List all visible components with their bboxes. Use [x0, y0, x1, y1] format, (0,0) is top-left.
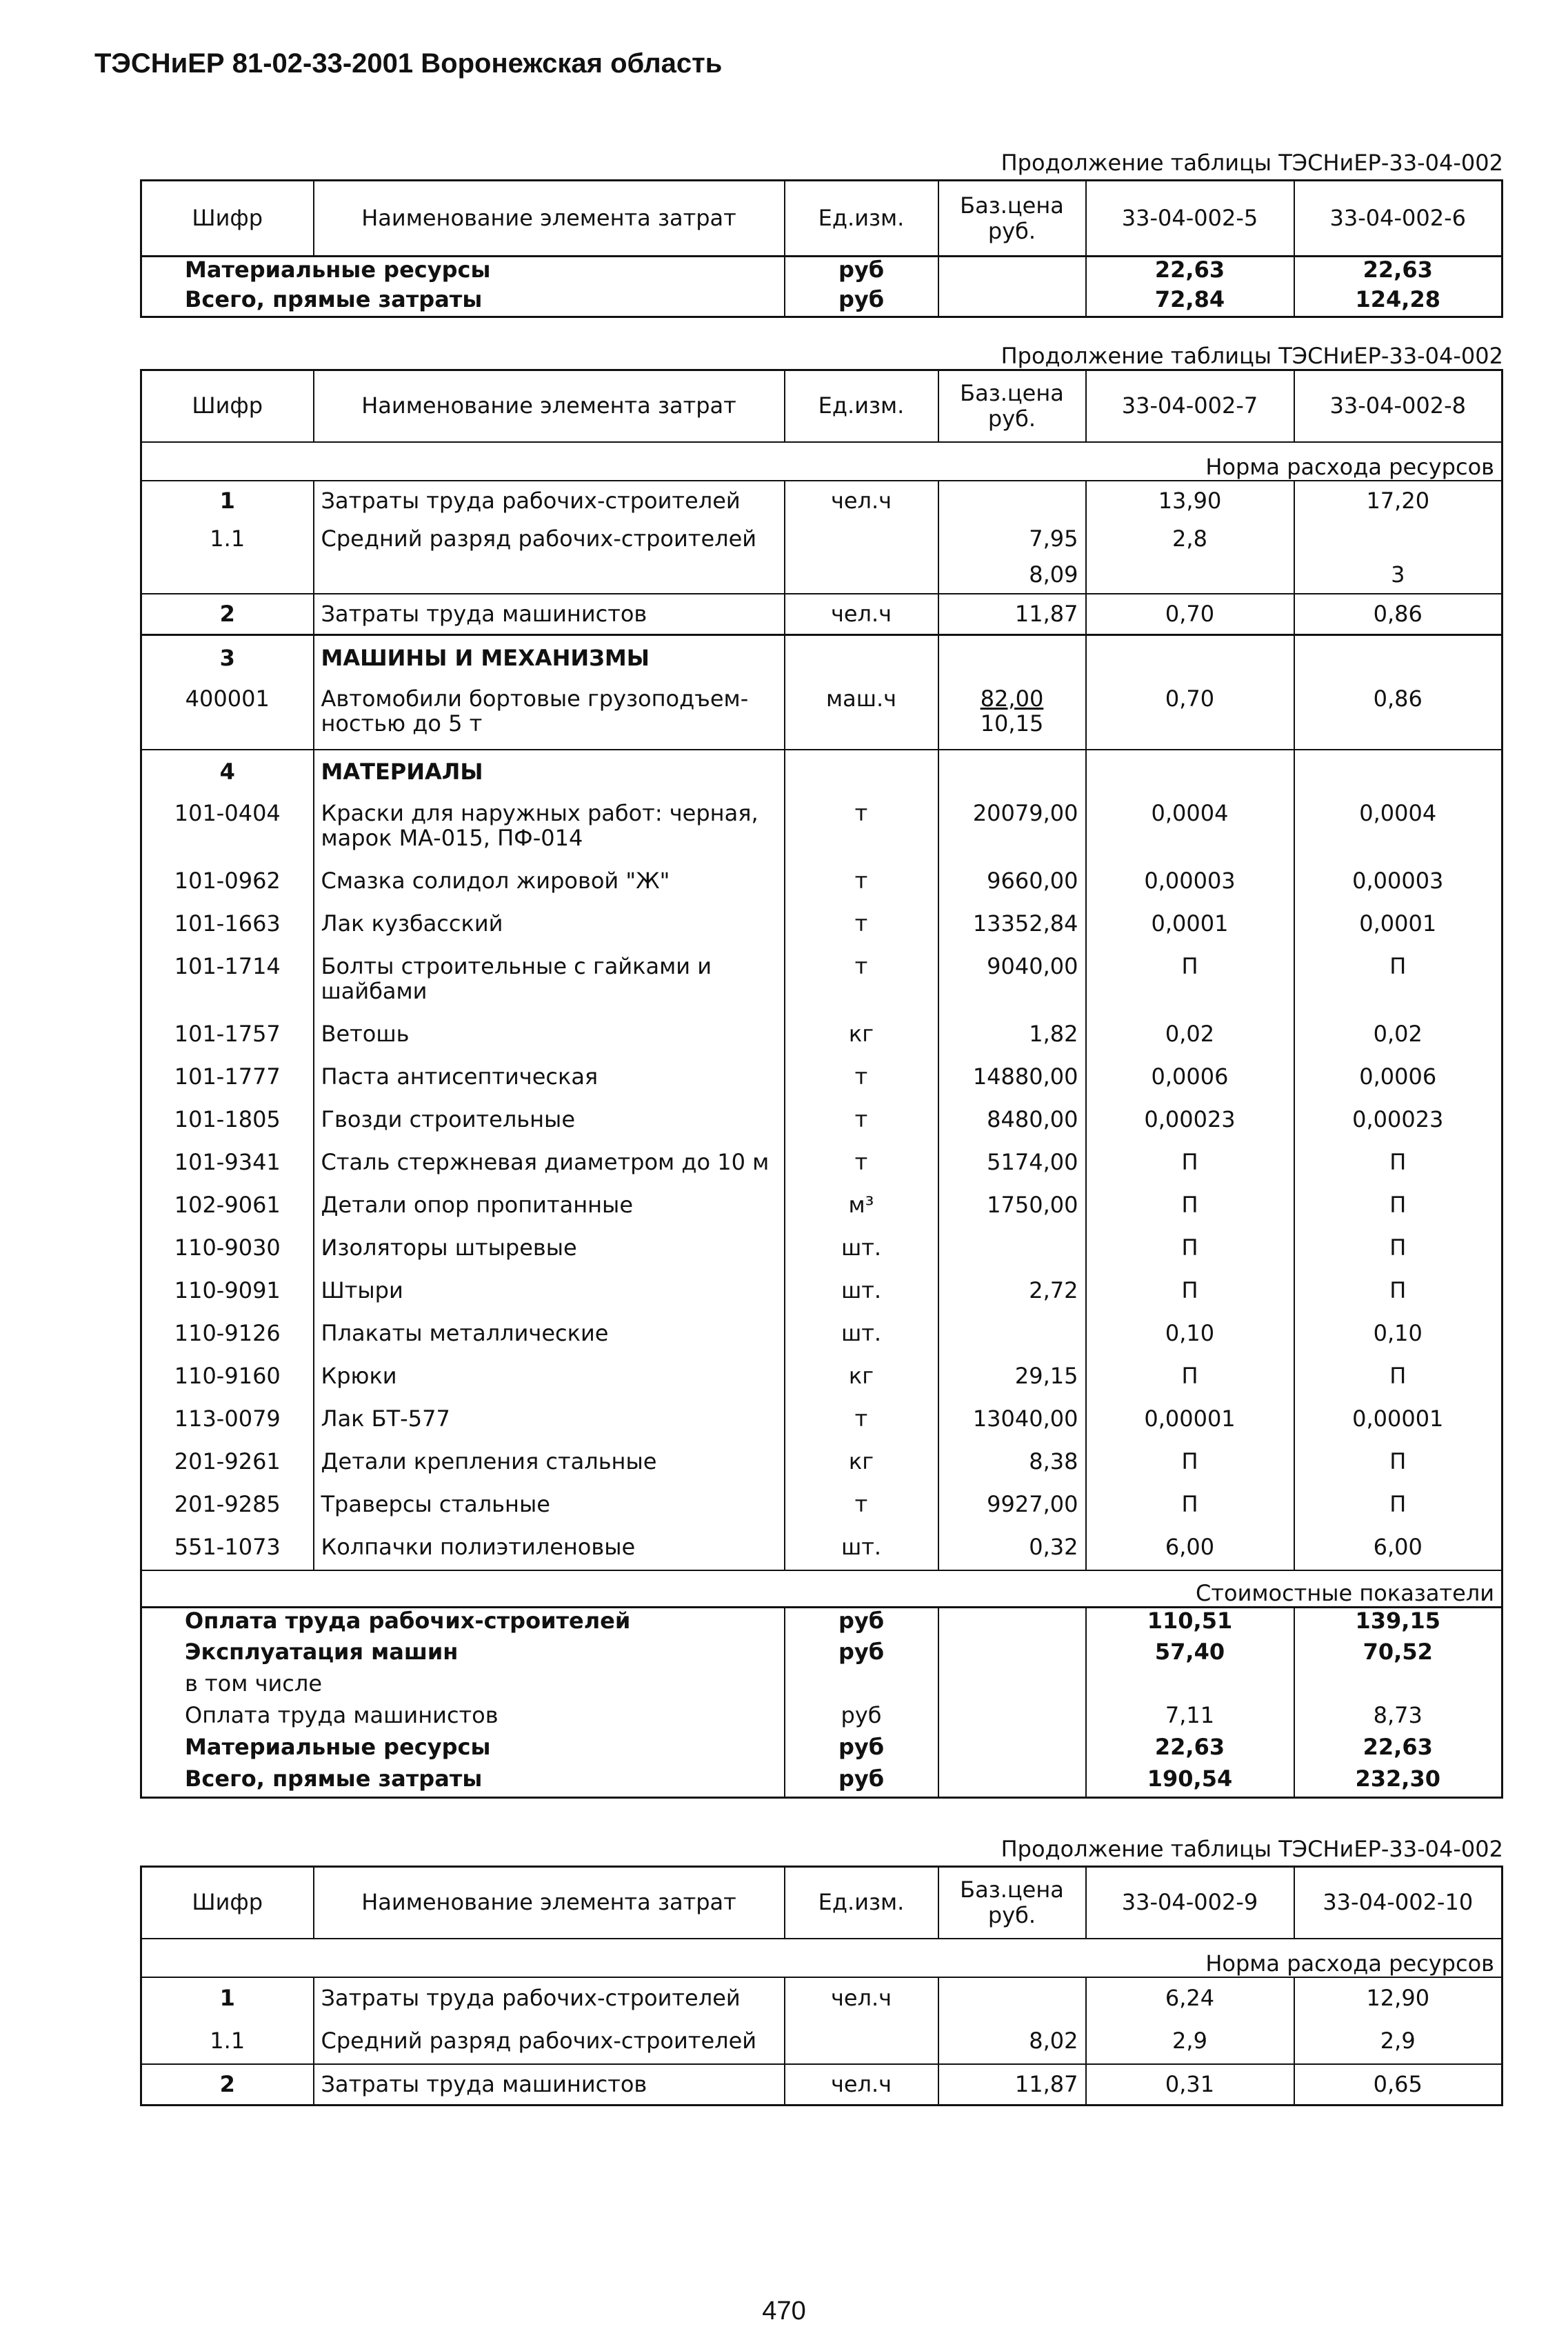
material-v1: 0,00001: [1086, 1399, 1294, 1442]
header-name: Наименование элемента затрат: [314, 1867, 785, 1939]
material-row: [141, 1442, 1502, 1485]
material-v2: 0,00001: [1294, 1399, 1502, 1442]
summary-name: Всего, прямые затраты: [141, 1766, 785, 1798]
material-name: Краски для наружных работ: черная, марок МА-015, ПФ-014: [314, 794, 785, 861]
summary-price: [938, 1671, 1086, 1703]
norm-table-1: [140, 179, 1503, 318]
material-v1: П: [1086, 947, 1294, 1014]
summary-v2: 232,30: [1294, 1766, 1502, 1798]
summary-v1: 22,63: [1086, 1734, 1294, 1766]
row-price-2: 8,09: [1029, 561, 1078, 588]
row-name: Затраты труда машинистов: [314, 2064, 785, 2106]
row-code: 2: [141, 2064, 314, 2106]
table-header-row: [141, 181, 1502, 257]
material-v2: 0,0001: [1294, 904, 1502, 947]
summary-price: [938, 1639, 1086, 1671]
header-col1: 33-04-002-9: [1086, 1867, 1294, 1939]
table-row: [141, 681, 1502, 750]
row-name: Автомобили бортовые грузоподъем-ностью до 5 т: [314, 681, 785, 750]
page-number: 470: [762, 2297, 806, 2326]
summary-v2: 124,28: [1294, 287, 1502, 317]
section-row: [141, 750, 1502, 794]
row-price: [938, 481, 1086, 521]
material-row: [141, 1399, 1502, 1442]
material-code: 101-1777: [141, 1057, 314, 1100]
material-unit: т: [785, 1057, 938, 1100]
material-name: Смазка солидол жировой "Ж": [314, 861, 785, 904]
material-v2: П: [1294, 1442, 1502, 1485]
material-price: 13352,84: [938, 904, 1086, 947]
material-code: 101-9341: [141, 1143, 314, 1186]
row-code: 2: [141, 594, 314, 635]
material-name: Штыри: [314, 1271, 785, 1314]
summary-v2: 22,63: [1294, 257, 1502, 287]
row-v1: 2,9: [1086, 2019, 1294, 2064]
row-v2: 3: [1294, 521, 1502, 594]
table-row: [141, 1977, 1502, 2019]
row-code: 1: [141, 1977, 314, 2019]
header-col2: 33-04-002-10: [1294, 1867, 1502, 1939]
summary-v2: 22,63: [1294, 1734, 1502, 1766]
row-name: Средний разряд рабочих-строителей: [314, 2019, 785, 2064]
material-price: [938, 1228, 1086, 1271]
summary-name: Материальные ресурсы: [141, 1734, 785, 1766]
material-v1: П: [1086, 1442, 1294, 1485]
row-code: 1.1: [141, 521, 314, 594]
material-code: 101-1663: [141, 904, 314, 947]
norm-label: Норма расхода ресурсов: [141, 442, 1502, 481]
material-row: [141, 1100, 1502, 1143]
material-v2: П: [1294, 1228, 1502, 1271]
material-v2: 0,00023: [1294, 1100, 1502, 1143]
row-v2: 0,86: [1294, 594, 1502, 635]
row-code: 1.1: [141, 2019, 314, 2064]
material-row: [141, 904, 1502, 947]
material-row: [141, 1057, 1502, 1100]
material-unit: т: [785, 794, 938, 861]
summary-row: [141, 1608, 1502, 1639]
summary-unit: руб: [785, 1734, 938, 1766]
summary-price: [938, 1734, 1086, 1766]
summary-list: [141, 1608, 1502, 1798]
material-code: 110-9160: [141, 1357, 314, 1399]
row-price: [938, 681, 1086, 750]
material-price: 2,72: [938, 1271, 1086, 1314]
summary-v2: [1294, 1671, 1502, 1703]
summary-price: [938, 257, 1086, 287]
empty-cell: [785, 635, 938, 681]
row-price: 11,87: [938, 594, 1086, 635]
material-price: 14880,00: [938, 1057, 1086, 1100]
material-code: 201-9285: [141, 1485, 314, 1528]
summary-v1: 72,84: [1086, 287, 1294, 317]
section-code: 4: [141, 750, 314, 794]
material-v2: 0,0004: [1294, 794, 1502, 861]
material-unit: кг: [785, 1357, 938, 1399]
material-unit: шт.: [785, 1228, 938, 1271]
materials-list: [141, 794, 1502, 1570]
material-price: 29,15: [938, 1357, 1086, 1399]
material-price: 1,82: [938, 1014, 1086, 1057]
material-price: 13040,00: [938, 1399, 1086, 1442]
header-code: Шифр: [141, 370, 314, 442]
summary-price: [938, 1608, 1086, 1639]
summary-row: [141, 1766, 1502, 1798]
summary-row: [141, 1703, 1502, 1734]
empty-cell: [785, 750, 938, 794]
material-v1: 0,0001: [1086, 904, 1294, 947]
summary-row: [141, 1734, 1502, 1766]
material-row: [141, 1186, 1502, 1228]
material-v1: 0,00023: [1086, 1100, 1294, 1143]
material-unit: шт.: [785, 1528, 938, 1570]
material-unit: т: [785, 1143, 938, 1186]
material-unit: шт.: [785, 1314, 938, 1357]
table-caption-2: Продолжение таблицы ТЭСНиЕР-33-04-002: [1001, 343, 1503, 369]
material-code: 101-1714: [141, 947, 314, 1014]
material-v2: П: [1294, 1357, 1502, 1399]
cost-label: Стоимостные показатели: [141, 1570, 1502, 1608]
row-v2: 0,65: [1294, 2064, 1502, 2106]
table-row: [141, 2064, 1502, 2106]
material-code: 551-1073: [141, 1528, 314, 1570]
material-row: [141, 1528, 1502, 1570]
row-v2: 2,9: [1294, 2019, 1502, 2064]
material-code: 113-0079: [141, 1399, 314, 1442]
table-row: [141, 521, 1502, 594]
material-unit: т: [785, 1399, 938, 1442]
cost-label-row: [141, 1570, 1502, 1608]
material-name: Болты строительные с гайками и шайбами: [314, 947, 785, 1014]
material-v1: 0,10: [1086, 1314, 1294, 1357]
header-name: Наименование элемента затрат: [314, 370, 785, 442]
summary-unit: [785, 1671, 938, 1703]
material-unit: т: [785, 904, 938, 947]
material-code: 101-1757: [141, 1014, 314, 1057]
material-price: 20079,00: [938, 794, 1086, 861]
material-v2: 0,10: [1294, 1314, 1502, 1357]
material-code: 110-9126: [141, 1314, 314, 1357]
material-row: [141, 1314, 1502, 1357]
material-price: 9040,00: [938, 947, 1086, 1014]
material-v1: 0,00003: [1086, 861, 1294, 904]
material-v1: 6,00: [1086, 1528, 1294, 1570]
summary-name: Всего, прямые затраты: [141, 287, 785, 317]
header-col2: 33-04-002-8: [1294, 370, 1502, 442]
header-price: Баз.цена руб.: [938, 1867, 1086, 1939]
material-row: [141, 1357, 1502, 1399]
summary-row: [141, 1639, 1502, 1671]
section-row: [141, 635, 1502, 681]
material-v2: П: [1294, 1186, 1502, 1228]
summary-v1: 190,54: [1086, 1766, 1294, 1798]
summary-unit: руб: [785, 1703, 938, 1734]
summary-price: [938, 1766, 1086, 1798]
row-code: 1: [141, 481, 314, 521]
row-unit: чел.ч: [785, 2064, 938, 2106]
material-row: [141, 1485, 1502, 1528]
material-row: [141, 1143, 1502, 1186]
material-v1: П: [1086, 1228, 1294, 1271]
material-v1: 0,02: [1086, 1014, 1294, 1057]
material-price: 1750,00: [938, 1186, 1086, 1228]
row-price: 11,87: [938, 2064, 1086, 2106]
row-v1: 13,90: [1086, 481, 1294, 521]
empty-cell: [1086, 750, 1294, 794]
row-name: Затраты труда машинистов: [314, 594, 785, 635]
material-price: 0,32: [938, 1528, 1086, 1570]
norm-label-row: [141, 442, 1502, 481]
material-v1: 0,0006: [1086, 1057, 1294, 1100]
row-v1: 6,24: [1086, 1977, 1294, 2019]
material-code: 110-9030: [141, 1228, 314, 1271]
header-code: Шифр: [141, 1867, 314, 1939]
material-v1: П: [1086, 1271, 1294, 1314]
row-v1: 2,8: [1086, 521, 1294, 594]
material-price: 9927,00: [938, 1485, 1086, 1528]
header-unit: Ед.изм.: [785, 1867, 938, 1939]
summary-price: [938, 1703, 1086, 1734]
material-name: Лак кузбасский: [314, 904, 785, 947]
material-v1: П: [1086, 1357, 1294, 1399]
material-v2: 6,00: [1294, 1528, 1502, 1570]
material-code: 110-9091: [141, 1271, 314, 1314]
summary-v1: [1086, 1671, 1294, 1703]
row-price: [938, 521, 1086, 594]
empty-cell: [1294, 750, 1502, 794]
row-v2: 17,20: [1294, 481, 1502, 521]
header-col1: 33-04-002-5: [1086, 181, 1294, 257]
material-v2: 0,0006: [1294, 1057, 1502, 1100]
summary-row: [141, 1671, 1502, 1703]
row-code: 400001: [141, 681, 314, 750]
material-v2: П: [1294, 1271, 1502, 1314]
material-code: 101-0962: [141, 861, 314, 904]
material-name: Плакаты металлические: [314, 1314, 785, 1357]
material-name: Сталь стержневая диаметром до 10 м: [314, 1143, 785, 1186]
header-price: Баз.цена руб.: [938, 370, 1086, 442]
material-unit: кг: [785, 1442, 938, 1485]
norm-label-row: [141, 1939, 1502, 1977]
row-v2: 0,86: [1294, 681, 1502, 750]
material-code: 101-1805: [141, 1100, 314, 1143]
material-row: [141, 1014, 1502, 1057]
row-unit: маш.ч: [785, 681, 938, 750]
summary-name: Оплата труда рабочих-строителей: [141, 1608, 785, 1639]
material-unit: т: [785, 947, 938, 1014]
header-unit: Ед.изм.: [785, 181, 938, 257]
empty-cell: [938, 635, 1086, 681]
table-header-row: [141, 370, 1502, 442]
material-name: Крюки: [314, 1357, 785, 1399]
summary-name: в том числе: [141, 1671, 785, 1703]
material-v1: П: [1086, 1186, 1294, 1228]
row-price-denominator: 10,15: [980, 710, 1044, 737]
norm-table-3: [140, 1866, 1503, 2106]
table-caption-3: Продолжение таблицы ТЭСНиЕР-33-04-002: [1001, 1836, 1503, 1862]
material-v1: П: [1086, 1485, 1294, 1528]
section-code: 3: [141, 635, 314, 681]
summary-unit: руб: [785, 1639, 938, 1671]
table-row: [141, 594, 1502, 635]
table-row: [141, 257, 1502, 287]
header-price: Баз.цена руб.: [938, 181, 1086, 257]
material-v2: П: [1294, 947, 1502, 1014]
summary-unit: руб: [785, 1608, 938, 1639]
row-price-1: 7,95: [1029, 525, 1078, 552]
material-v2: 0,02: [1294, 1014, 1502, 1057]
material-code: 102-9061: [141, 1186, 314, 1228]
material-name: Детали крепления стальные: [314, 1442, 785, 1485]
row-name: Затраты труда рабочих-строителей: [314, 1977, 785, 2019]
header-unit: Ед.изм.: [785, 370, 938, 442]
header-code: Шифр: [141, 181, 314, 257]
row-price-numerator: 82,00: [980, 685, 1044, 712]
material-v1: П: [1086, 1143, 1294, 1186]
material-price: 9660,00: [938, 861, 1086, 904]
table-row: [141, 481, 1502, 521]
summary-name: Эксплуатация машин: [141, 1639, 785, 1671]
norm-label: Норма расхода ресурсов: [141, 1939, 1502, 1977]
section-title: МАШИНЫ И МЕХАНИЗМЫ: [314, 635, 785, 681]
material-price: 8,38: [938, 1442, 1086, 1485]
row-price: [938, 1977, 1086, 2019]
material-row: [141, 947, 1502, 1014]
material-v1: 0,0004: [1086, 794, 1294, 861]
material-v2: П: [1294, 1143, 1502, 1186]
material-price: 8480,00: [938, 1100, 1086, 1143]
row-v2: 12,90: [1294, 1977, 1502, 2019]
material-name: Лак БТ-577: [314, 1399, 785, 1442]
material-price: 5174,00: [938, 1143, 1086, 1186]
material-name: Гвозди строительные: [314, 1100, 785, 1143]
material-unit: т: [785, 861, 938, 904]
material-code: 101-0404: [141, 794, 314, 861]
row-unit: [785, 2019, 938, 2064]
row-v1: 0,70: [1086, 594, 1294, 635]
table-header-row: [141, 1867, 1502, 1939]
header-col2: 33-04-002-6: [1294, 181, 1502, 257]
summary-v2: 70,52: [1294, 1639, 1502, 1671]
material-unit: кг: [785, 1014, 938, 1057]
material-price: [938, 1314, 1086, 1357]
row-unit: чел.ч: [785, 481, 938, 521]
material-code: 201-9261: [141, 1442, 314, 1485]
table3-rows: [141, 1977, 1502, 2106]
row-v1: 0,70: [1086, 681, 1294, 750]
material-name: Изоляторы штыревые: [314, 1228, 785, 1271]
summary-v1: 57,40: [1086, 1639, 1294, 1671]
norm-table-2: [140, 369, 1503, 1799]
summary-v1: 22,63: [1086, 257, 1294, 287]
summary-unit: руб: [785, 287, 938, 317]
material-unit: т: [785, 1485, 938, 1528]
summary-v1: 7,11: [1086, 1703, 1294, 1734]
table-caption-1: Продолжение таблицы ТЭСНиЕР-33-04-002: [1001, 150, 1503, 176]
material-name: Паста антисептическая: [314, 1057, 785, 1100]
summary-name: Оплата труда машинистов: [141, 1703, 785, 1734]
material-name: Колпачки полиэтиленовые: [314, 1528, 785, 1570]
row-name: Затраты труда рабочих-строителей: [314, 481, 785, 521]
row-unit: чел.ч: [785, 594, 938, 635]
header-name: Наименование элемента затрат: [314, 181, 785, 257]
material-row: [141, 1271, 1502, 1314]
summary-name: Материальные ресурсы: [141, 257, 785, 287]
table-row: [141, 2019, 1502, 2064]
material-name: Траверсы стальные: [314, 1485, 785, 1528]
header-col1: 33-04-002-7: [1086, 370, 1294, 442]
material-name: Детали опор пропитанные: [314, 1186, 785, 1228]
section-title: МАТЕРИАЛЫ: [314, 750, 785, 794]
document-title: ТЭСНиЕР 81-02-33-2001 Воронежская область: [94, 48, 723, 79]
row-unit: [785, 521, 938, 594]
empty-cell: [1086, 635, 1294, 681]
summary-v2: 8,73: [1294, 1703, 1502, 1734]
row-name: Средний разряд рабочих-строителей: [314, 521, 785, 594]
material-unit: м³: [785, 1186, 938, 1228]
summary-price: [938, 287, 1086, 317]
summary-v1: 110,51: [1086, 1608, 1294, 1639]
material-unit: шт.: [785, 1271, 938, 1314]
empty-cell: [1294, 635, 1502, 681]
summary-unit: руб: [785, 1766, 938, 1798]
row-price: 8,02: [938, 2019, 1086, 2064]
summary-unit: руб: [785, 257, 938, 287]
material-name: Ветошь: [314, 1014, 785, 1057]
material-row: [141, 794, 1502, 861]
material-v2: 0,00003: [1294, 861, 1502, 904]
material-unit: т: [785, 1100, 938, 1143]
summary-v2: 139,15: [1294, 1608, 1502, 1639]
material-row: [141, 1228, 1502, 1271]
row-v1: 0,31: [1086, 2064, 1294, 2106]
table-row: [141, 287, 1502, 317]
material-row: [141, 861, 1502, 904]
row-unit: чел.ч: [785, 1977, 938, 2019]
empty-cell: [938, 750, 1086, 794]
material-v2: П: [1294, 1485, 1502, 1528]
